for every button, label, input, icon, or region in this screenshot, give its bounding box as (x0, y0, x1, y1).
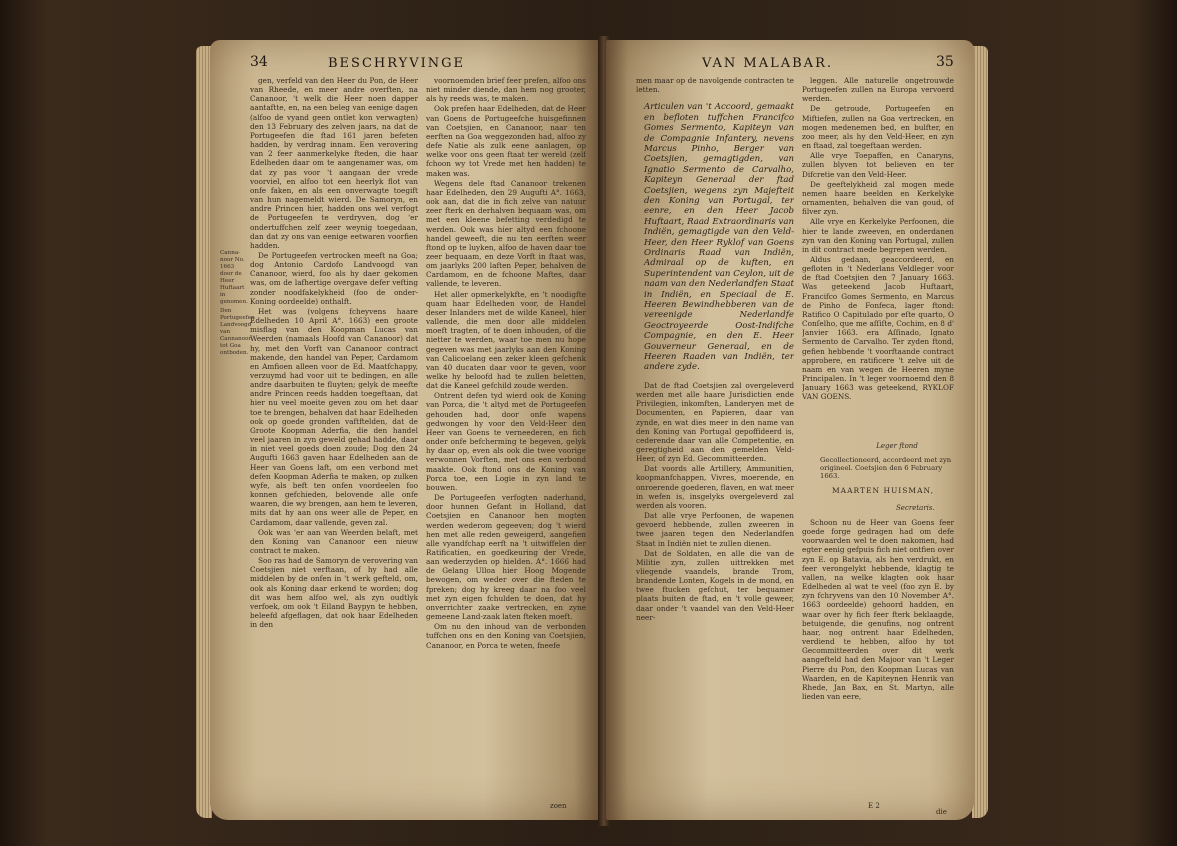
paragraph: men maar op de navolgende contracten te letten. (636, 76, 794, 95)
signature: MAARTEN HUISMAN, (832, 486, 934, 495)
running-head: VAN MALABAR. (702, 56, 833, 71)
paragraph: Ook was 'er aan van Weerden belaft, met den Koning van Cananoor een nieuw contract te maken. (250, 527, 418, 555)
paragraph: De Portugeefen verfogten naderhand, door hunnen Gefant in Holland, dat Coetsjien en Cananoor hen mogten werden wederom gegeeven; dog 't wierd hen met alle reden geweigerd, aangefien alle vyandfchap eerft na 't uitwiffelen der Ratificatien, en goedkeuring der Vrede, aan wederzyden op hielden. A°. 1666 had de Gelang Ulloa hier Hoog Mogende bewogen, om weder over die fteden te fpreken; dog hy kreeg daar na foo veel met zyn eigen fchulden te doen, dat hy onverrichter zaake vertrecken, en zyne gemeene Land-zaak laten fteken moeft. (426, 493, 586, 622)
seal-label: Leger ftond (876, 442, 918, 450)
text-column-2 (426, 76, 586, 798)
text-column-2 (802, 76, 954, 436)
paragraph: Wegens dele ftad Cananoor trekenen haar Edelheden, den 29 Augufti A°. 1663, ook aan, dat die in fich zelve van natuur zeer fterk en derhalven bequaam was, om met een kleene befetting verdedigd te werden. Ook was hier altyd een fchoone handel geweeft, die nu ten eerften weer ftond op te luyken, alfoo de haven daar toe zeer bequaam, en deze Vorft in ftaat was, om jaarlyks 200 laften Peper, behalven de Cardamom, en de fchoone Maftes, daar vallende, te leveren. (426, 178, 586, 289)
right-page (606, 40, 974, 820)
paragraph: leggen. Alle naturelle ongetrouwde Portugeefen zullen na Europa vervoerd werden. (802, 76, 954, 104)
catchword: die (936, 808, 947, 816)
paragraph: De getroude, Portugeefen en Miftiefen, zullen na Goa vertrecken, en mogen medenemen bed, en bulfter, en zoo meer, als hy den Veld-Heer, en zyn en ftaad, zal toegeftaan werden. (802, 104, 954, 151)
paragraph: Dat de ftad Coetsjien zal overgeleverd werden met alle haare Jurisdictien ende Privilegien, inkomften, Landeryen met de Documenten, en Papieren, daar van zynde, en wat dies meer in den name van den Koning van Portugal gepoffideerd is, cederende daar van alle Competentie, en geregtigheid aan den gemelden Veld-Heer, of zyn Ed. Gecommitteerden. (636, 380, 794, 464)
paragraph: Soo ras had de Samoryn de verovering van Coetsjien niet verftaan, of hy had alle middelen by de onfen in 't werk gefteld, om, ook als Koning daar erkend te worden; dog dit was hem alfoo wel, als zyn oudtlyk verfoek, om ook 't Eiland Baypyn te hebben, beleefd afgeflagen, dat ook haar Edelheden in den (250, 556, 418, 630)
paragraph: Dat voords alle Artillery, Ammunitien, koopmanfchappen, Vivres, moerende, en onroerende goederen, flaven, en wat meer in wefen is, insgelyks overgeleverd zal werden als vooren. (636, 464, 794, 510)
margin-note: Den Portugeefen Landvoogd van Cannanoor tot Goa ontboden. (220, 308, 255, 356)
text-column-1 (636, 76, 794, 806)
margin-note: Canna-noor No. 1663 door de Heer Huftaart in genomen. (220, 250, 248, 305)
page-number: 35 (936, 54, 954, 70)
right-page-edge (972, 46, 988, 818)
paragraph: Schoon nu de Heer van Goens feer goede forge gedragen had om defe voorwaarden wel te doen nakomen, had egter eenig gefpuis fich niet ontfien over zyn E. op Batavia, als hen verdrukt, en feer verongelykt hebbende, klagtig te vallen, na welke klagten ook haar Edelheden al wat te veel (foo zyn E. by zyn fchryvens van den 10 November A°. 1663 oordeelde) gehoord hadden, en waar over hy fich feer fterk beklaagde, betuigende, die genufins, nog ontrent haar, nog ontrent haar Edelheden, verdiend te hebben, alfoo hy tot Gecommitteerden over dit werk aangefteld had den Majoor van 't Leger Pierre du Pon, den Koopman Lucas van Waarden, en de Kapiteynen Henrik van Rhede, Jan Bax, en St. Martyn, alle lieden van eere, (802, 518, 954, 701)
paragraph: Alle vrye en Kerkelyke Perfoonen, die hier te lande zweeven, en onderdanen zyn van den Koning van Portugal, zullen in dit contract mede begrepen werden. (802, 217, 954, 254)
paragraph: Alle vrye Toepaffen, en Canaryns, zullen blyven tot believen en ter Difcretie van den Veld-Heer. (802, 151, 954, 179)
paragraph: Het aller opmerkelykfte, en 't noodigfte quam haar Edelheden voor, de Handel deser Inlanders met de wilde Kaneel, hier vallende, die men door alle middelen moeft tragten, of te doen inhouden, of die nietter te werden, waar toe men nu hope gegeven was met jaarlyks aan den Koning van Calicoelang een zeker kleen gefchenk van 40 ducaten daar voor te geven, voor welke hy beloofd had te zullen beletten, dat die Kaneel gefchild zoude werden. (426, 289, 586, 391)
page-number: 34 (250, 54, 268, 70)
paragraph: Dat de Soldaten, en alle die van de Militie zyn, zullen uittrekken met vliegende vaandels, brande Trom, brandende Lonten, Kogels in de mond, en twee ftucken gefchut, ter bequamer plaats buiten de ftad, en 't volle geweer, daar onder 't vaandel van den Veld-Heer neer- (636, 548, 794, 622)
left-page (210, 40, 602, 820)
seal-text: Gecollectioneerd, accordeerd met zyn origineel. Coetsjien den 6 February 1663. (820, 456, 952, 481)
articles-heading: Articulen van 't Accoord, gemaakt en befloten tuffchen Francifco Gomes Sermento, Kapiteyn van de Compagnie Infantery, nevens Marcus Pinho, Berger van Coetsjien, gemagtigden, van Ignatio Sermento de Carvalho, Kapiteyn Generaal der ftad Coetsjien, wegens zyn Majefteit den Koning van Portugal, ter eenre, en den Heer Jacob Huftaart, Raad Extraordinaris van Indiën, gemagtigde van den Veld-Heer, den Heer Ryklof van Goens Ordinaris Raad van Indiën, Admiraal op de kuften, en Superintendent van Ceylon, uit de naam van den Nederlandfen Staat in Indiën, en Speciaal de E. Heeren Bewindhebberen van de vereenigde Nederlandfe Geoctroyeerde Oost-Indifche Compagnie, en den E. Heer Gouverneur Generaal, en de Heeren Raaden van Indiën, ter andere zyde. (644, 102, 794, 373)
paragraph: De geeftelykheid zal mogen mede nemen haare beelden en Kerkelyke ornamenten, behalven die van goud, of filver zyn. (802, 179, 954, 217)
paragraph: De Portugeefen vertrocken meeft na Goa; dog Antonio Cardofo Landvoogd van Cananoor, wierd, foo als hy daer gekomen was, om de lafhertige overgave defer vefting zonder noodfakelykheid (foo de onder-Koning oordeelde) onthalft. (250, 250, 418, 306)
catchword: zoen (550, 802, 567, 810)
secretary-title: Secretaris. (896, 504, 935, 512)
paragraph: Ontrent defen tyd wierd ook de Koning van Porca, die 't altyd met de Portugeefen gehouden had, door onfe wapens gedwongen hy voor den Veld-Heer den Heer van Goens te verneederen, en fich onder onfe befcherming te begeven, gelyk hy daar op, even als ook die twee voorige verwonnen Vorften, met ons een verbond maakte. Ook ftond ons de Koning van Porca toe, een Logie in zyn land te bouwen. (426, 391, 586, 492)
paragraph: Het was (volgens fcheyvens haare Edelheden 10 April A°. 1663) een groote misflag van den Koopman Lucas van Weerden (namaals Hoofd van Cananoor) dat hy, met den Vorft van Cananoor contract makende, den handel van Peper, Cardamom en Amfioen alleen voor de Ed. Maatfchappy, verzuymd had voor uit te bedingen, en alle andre daarbuiten te fluyten; gelyk de meefte andre Princen reeds hadden toegeftaan, dat hier nu veel moeite geven zou om het daar toe te brengen, behalven dat haar Edelheden ook op goede gronden vaftftelden, dat de Groote Koopman Aderfia, die den handel veel jaaren in zyn geweld gehad hadde, daar in niet veel goeds doen zoude; Dog den 24 Augufti 1663 gaven haar Edelheden aan de Heer van Goens laft, om een verbond met defen Koopman Aderfia te maken, op zulken wyfe, als beft ten onfen voordeelen foo konnen gefchieden, belovende alle onfe waaren, die wy brengen, aan hem te leveren, mits dat hy aan ons weer alle de Peper, en Cardamom, daar vallende, geven zal. (250, 306, 418, 527)
text-column-2-continued (802, 518, 954, 806)
paragraph: Om nu den inhoud van de verbonden tuffchen ons en den Koning van Coetsjien, Cananoor, en Porca te weten, fneefe (426, 622, 586, 650)
paragraph: voornoemden brief feer prefen, alfoo ons niet minder diende, dan hem nog grooter, als hy reeds was, te maken. (426, 76, 586, 104)
signature-mark: E 2 (868, 802, 880, 810)
paragraph: gen, verfeld van den Heer du Pon, de Heer van Rheede, en meer andre overften, na Cananoor, 't welk die Heer noen dapper aantaftte, en, na een beleg van eenige dagen (alfoo de vyand geen ontlet kon verwagten) den 13 February des zelven jaars, na dat de Portugeefen die ftad 161 jaren befeten hadden, by verdrag innam. Een verovering van 2 feer aanmerkelyke fteden, die haar Edelheden daar om te aangenamer was, om dat zy pas voor 't aangaan der vrede voorviel, en alfoo tot een heerlyk flot van onfe faken, en als een onverwagte toegift van hun nagemeldt wierd. De Samoryn, en andre Princen hier, hadden ons wel verfogt de Portugeefen te verdryven, dog 'er ondertuffchen zelf zeer weynig toegedaan, dan dat zy ons van eenige eetwaren voorfien hadden. (250, 76, 418, 250)
running-head: BESCHRYVINGE (328, 56, 465, 71)
paragraph: Dat alle vrye Perfoonen, de wapenen gevoerd hebbende, zullen zweeren in twee jaaren tegen den Nederlandfen Staat in Indiën niet te zullen dienen. (636, 511, 794, 548)
paragraph: Ook prefen haar Edelheden, dat de Heer van Goens de Portugeefche huisgefinnen van Coetsjien, en Cananoor, naar ten eerften na Goa weggezonden had, alfoo zy defe Natie als zulk eene aanlagen, op welke voor ons geen ftaat ter wereld (zelf fchoon wy tot Vrede met hen hadden) te maken was. (426, 104, 586, 178)
text-column-1 (250, 76, 418, 806)
paragraph: Aldus gedaan, geaccordeerd, en gefloten in 't Nederlans Veldleger voor de ftad Coetsjien den 7 January 1663. Was geteekend Jacob Huftaart, Francifco Gomes Sermento, en Marcus de Pinho de Fonfeca, lager ftond: Ratifico O Capitulado por eſte quarto, O Conſelho, que me aſſiſte, Cochim, en 8 d' Janvier 1663. era Aſſinado, Ignato Sermento de Carvalho. Ter zyden ftond, gefien hebbende 't voorftaande contract approbere, en ratificere 't zelve uit de naam en van wegen de Heeren myne Principalen. In 't leger voornoemd den 8 January 1663 was geteekend, RYKLOF VAN GOENS. (802, 254, 954, 402)
